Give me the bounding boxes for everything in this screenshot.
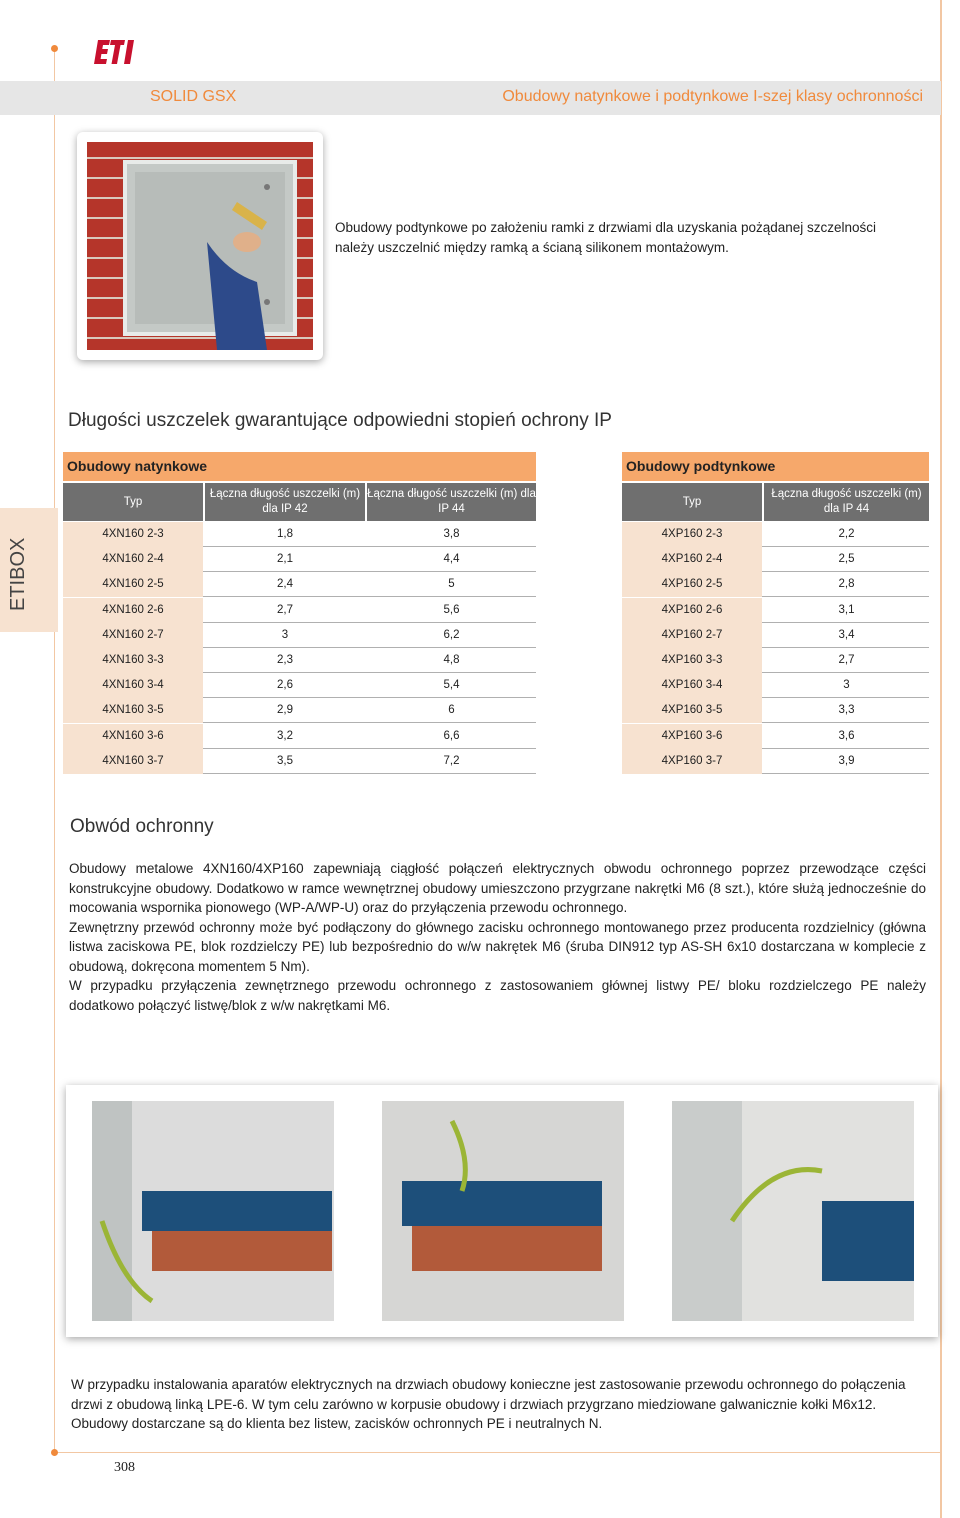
protective-section-title: Obwód ochronny — [70, 816, 214, 837]
flush-table-row — [622, 547, 929, 572]
flush-table-title: Obudowy podtynkowe — [622, 452, 929, 481]
category-label: Obudowy natynkowe i podtynkowe I-szej klasy ochronności — [502, 88, 923, 105]
surface-table-row — [63, 673, 536, 698]
flush-cell-type: 4XP160 3-3 — [622, 648, 762, 673]
flush-table-row — [622, 724, 929, 749]
flush-cell-ip44: 2,7 — [838, 654, 855, 666]
flush-table-row — [622, 673, 929, 698]
surface-col-ip42: Łączna długość uszczelki (m) dla IP 42 — [205, 483, 365, 521]
surface-table-row — [63, 522, 536, 547]
side-tab-label: ETIBOX — [7, 537, 29, 611]
flush-cell-ip44: 3,6 — [838, 729, 855, 742]
flush-table-row — [622, 698, 929, 723]
seal-section-title: Długości uszczelek gwarantujące odpowiedni stopień ochrony IP — [68, 410, 612, 431]
side-tab — [0, 508, 58, 632]
surface-cell-type: 4XN160 2-7 — [63, 623, 203, 648]
surface-cell-ip44: 4,4 — [443, 553, 460, 566]
installation-photos — [66, 1085, 938, 1337]
surface-cell-type: 4XN160 3-5 — [63, 698, 203, 723]
surface-table-row — [63, 547, 536, 572]
eti-logo — [92, 36, 140, 70]
flush-cell-ip44: 3,1 — [838, 603, 855, 616]
protective-paragraph-1: Obudowy metalowe 4XN160/4XP160 zapewniają ciągłość połączeń elektrycznych obwodu ochronnego poprzez przewodzące części konstrukcyjne obudowy. Dodatkowo w ramce wewnętrznej obudowy umieszczono przygrzane nakrętki M6 (8 szt.), które służą jednocześnie do mocowania wspornika pionowego (WP-A/WP-U) oraz do przyłączenia przewodu ochronnego. — [69, 861, 926, 915]
flush-table-row — [622, 522, 929, 547]
surface-cell-ip42: 3 — [281, 628, 289, 641]
surface-cell-type: 4XN160 3-4 — [63, 673, 203, 698]
surface-cell-type: 4XN160 2-4 — [63, 547, 203, 572]
surface-cell-ip44: 4,8 — [443, 654, 460, 666]
surface-table-row — [63, 749, 536, 774]
flush-cell-type: 4XP160 2-7 — [622, 623, 762, 648]
protective-paragraph-3: W przypadku przyłączenia zewnętrznego przewodu ochronnego z zastosowaniem głównej listwy PE/ bloku rozdzielczego PE należy dodatkowo połączyć listwę/blok z w/w nakrętkami M6. — [69, 978, 926, 1013]
surface-table-title: Obudowy natynkowe — [63, 452, 536, 481]
installation-photo-2 — [382, 1101, 624, 1321]
flush-cell-type: 4XP160 3-4 — [622, 673, 762, 698]
flush-cell-type: 4XP160 2-6 — [622, 598, 762, 623]
surface-cell-type: 4XN160 3-3 — [63, 648, 203, 673]
installation-photo-1 — [92, 1101, 334, 1321]
flush-cell-type: 4XP160 2-5 — [622, 572, 762, 597]
flush-cell-type: 4XP160 3-6 — [622, 724, 762, 749]
frame-line-right — [940, 0, 942, 1518]
flush-table-row — [622, 572, 929, 597]
frame-line-bottom — [54, 1452, 940, 1453]
flush-table-row — [622, 623, 929, 648]
flush-cell-ip44: 3,3 — [838, 704, 855, 717]
flush-table-row — [622, 749, 929, 774]
surface-cell-ip42: 2,1 — [277, 553, 293, 566]
surface-cell-type: 4XN160 2-3 — [63, 522, 203, 547]
frame-dot-top — [51, 45, 58, 52]
surface-cell-ip42: 2,6 — [277, 679, 293, 692]
flush-table-row — [622, 598, 929, 623]
door-grounding-note: W przypadku instalowania aparatów elektrycznych na drzwiach obudowy konieczne jest zastosowanie przewodu ochronnego do połączenia drzwi z obudową linką LPE-6. W tym celu zarówno w korpusie obudowy i drzwiach przygrzano miedziowane galwanicznie kołki M6x12. Obudowy dostarczane są do klienta bez listew, zacisków ochronnych PE i neutralnych N. — [71, 1377, 906, 1431]
surface-cell-type: 4XN160 2-6 — [63, 598, 203, 623]
flush-cell-ip44: 3,9 — [838, 754, 855, 767]
surface-cell-type: 4XN160 3-6 — [63, 724, 203, 749]
surface-cell-ip44: 5 — [448, 578, 455, 591]
flush-table-row — [622, 648, 929, 673]
installation-photo-3 — [672, 1101, 914, 1321]
series-label: SOLID GSX — [150, 88, 237, 105]
surface-cell-ip42: 2,3 — [277, 654, 293, 666]
protective-paragraph-2: Zewnętrzny przewód ochronny może być podłączony do głównego zacisku ochronnego montowanego przez producenta rozdzielnicy (główna listwa zaciskowa PE, blok rozdzielczy PE) lub bezpośrednio do w/w nakrętek M6 (śruba DIN912 typ AS-SH 6x10 dostarczana w komplecie z obudową, dokręcona momentem 5 Nm). — [69, 919, 926, 974]
surface-col-ip44: Łączna długość uszczelki (m) dla IP 44 — [367, 483, 536, 521]
sealing-illustration — [87, 142, 313, 350]
surface-cell-ip44: 5,4 — [443, 679, 460, 692]
surface-table-row — [63, 623, 536, 648]
surface-table-row — [63, 572, 536, 597]
surface-cell-type: 4XN160 3-7 — [63, 749, 203, 774]
surface-cell-ip44: 6 — [448, 704, 455, 717]
frame-dot-bottom — [51, 1449, 58, 1456]
surface-cell-ip44: 5,6 — [443, 603, 460, 616]
flush-col-type: Typ — [622, 483, 762, 521]
surface-table-row — [63, 598, 536, 623]
frame-line-left — [54, 48, 55, 1456]
surface-cell-ip42: 2,9 — [277, 704, 293, 717]
surface-cell-ip42: 3,2 — [277, 729, 293, 742]
surface-cell-type: 4XN160 2-5 — [63, 572, 203, 597]
flush-cell-ip44: 3,4 — [838, 628, 855, 641]
flush-cell-ip44: 2,5 — [838, 553, 855, 566]
surface-cell-ip42: 1,8 — [277, 528, 293, 540]
surface-cell-ip44: 6,2 — [443, 628, 460, 641]
surface-cell-ip42: 2,7 — [277, 603, 293, 616]
surface-cell-ip44: 6,6 — [443, 729, 460, 742]
surface-table-row — [63, 648, 536, 673]
sealing-photo — [77, 132, 323, 360]
flush-col-ip44: Łączna długość uszczelki (m) dla IP 44 — [764, 483, 929, 521]
flush-cell-type: 4XP160 3-5 — [622, 698, 762, 723]
flush-cell-type: 4XP160 2-4 — [622, 547, 762, 572]
flush-cell-type: 4XP160 2-3 — [622, 522, 762, 547]
protective-text — [69, 859, 926, 1015]
flush-cell-type: 4XP160 3-7 — [622, 749, 762, 774]
flush-cell-ip44: 2,2 — [838, 528, 855, 540]
surface-cell-ip42: 2,4 — [277, 578, 293, 591]
surface-table-row — [63, 724, 536, 749]
surface-col-type: Typ — [63, 483, 203, 521]
page-number: 308 — [114, 1460, 135, 1475]
intro-text: Obudowy podtynkowe po założeniu ramki z drzwiami dla uzyskania pożądanej szczelności należy uszczelnić między ramką a ścianą silikonem montażowym. — [335, 220, 877, 255]
surface-cell-ip42: 3,5 — [277, 754, 293, 767]
surface-table-row — [63, 698, 536, 723]
surface-cell-ip44: 3,8 — [443, 528, 460, 540]
flush-cell-ip44: 2,8 — [838, 578, 855, 591]
surface-cell-ip44: 7,2 — [443, 754, 460, 767]
flush-cell-ip44: 3 — [843, 679, 850, 692]
